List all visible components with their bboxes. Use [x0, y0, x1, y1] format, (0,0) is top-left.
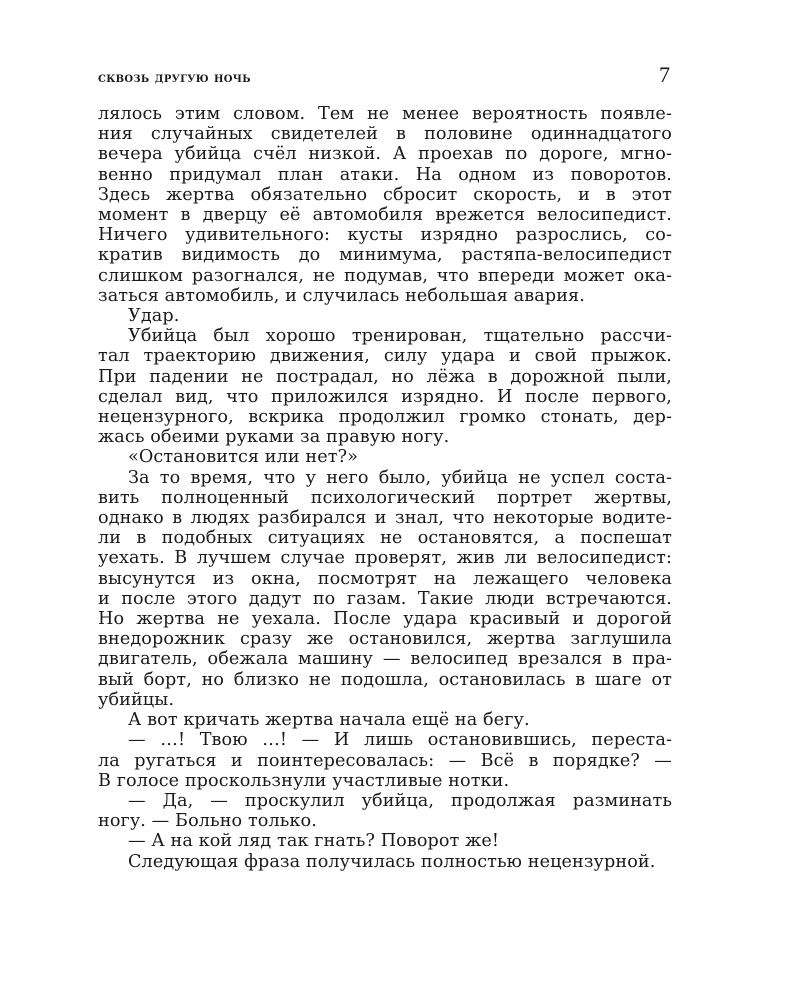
text-line: ла ругаться и поинтересовалась: — Всё в порядке? — — [98, 750, 672, 771]
text-line: вечера убийца счёл низкой. А проехав по дороге, мгно- — [98, 144, 672, 165]
text-line: Но жертва не уехала. После удара красивый и дорогой — [98, 609, 672, 630]
text-line: жась обеими руками за правую ногу. — [98, 427, 450, 448]
text-line: уехать. В лучшем случае проверят, жив ли велосипедист: — [98, 548, 672, 569]
text-line: ногу. — Больно только. — [98, 811, 317, 832]
text-line: ния случайных свидетелей в половине одиннадцатого — [98, 124, 672, 145]
text-line: и после этого дадут по газам. Такие люди встречаются. — [98, 588, 672, 609]
text-line: — …! Твою …! — И лишь остановившись, переста- — [128, 730, 672, 751]
page-number: 7 — [659, 62, 670, 87]
text-line: сделал вид, что приложился изрядно. И после первого, — [98, 386, 672, 407]
text-line: момент в дверцу её автомобиля врежется велосипедист. — [98, 205, 672, 226]
text-line: При падении не пострадал, но лёжа в дорожной пыли, — [98, 366, 672, 387]
text-line: А вот кричать жертва начала ещё на бегу. — [128, 710, 530, 731]
text-line: высунутся из окна, посмотрят на лежащего человека — [98, 568, 672, 589]
text-line: заться автомобиль, и случилась небольшая авария. — [98, 285, 585, 306]
text-line: За то время, что у него было, убийца не успел соста- — [128, 467, 672, 488]
text-line: «Остановится или нет?» — [128, 447, 358, 468]
text-line: слишком разогнался, не подумав, что впереди может ока- — [98, 265, 672, 286]
text-line: кратив видимость до минимума, растяпа-велосипедист — [98, 245, 672, 266]
text-line: внедорожник сразу же остановился, жертва заглушила — [98, 629, 672, 650]
body-text — [98, 104, 672, 872]
text-line: В голосе проскользнули участливые нотки. — [98, 770, 510, 791]
text-line: однако в людях разбирался и знал, что некоторые водите- — [98, 508, 672, 529]
text-line: вый борт, но близко не подошла, остановилась в шаге от — [98, 669, 672, 690]
text-line: — Да, — проскулил убийца, продолжая разминать — [128, 790, 672, 811]
text-line: тал траекторию движения, силу удара и свой прыжок. — [98, 346, 672, 367]
text-line: ли в подобных ситуациях не остановятся, а поспешат — [98, 528, 672, 549]
text-line: венно придумал план атаки. На одном из поворотов. — [98, 164, 672, 185]
text-line: Здесь жертва обязательно сбросит скорость, и в этот — [98, 184, 672, 205]
text-line: убийцы. — [98, 689, 175, 710]
running-header — [98, 62, 672, 96]
text-line: двигатель, обежала машину — велосипед врезался в пра- — [98, 649, 672, 670]
book-page — [98, 62, 672, 872]
text-line: Убийца был хорошо тренирован, тщательно рассчи- — [128, 326, 672, 347]
text-line: лялось этим словом. Тем не менее вероятность появле- — [98, 104, 672, 124]
text-line: вить полноценный психологический портрет жертвы, — [98, 487, 672, 508]
text-line: Удар. — [128, 306, 180, 327]
text-line: нецензурного, вскрика продолжил громко стонать, дер- — [98, 407, 672, 428]
text-line: — А на кой ляд так гнать? Поворот же! — [128, 831, 500, 852]
running-title: сквозь другую ночь — [98, 70, 251, 86]
text-line: Ничего удивительного: кусты изрядно разрослись, со- — [98, 225, 672, 246]
text-line: Следующая фраза получилась полностью нецензурной. — [128, 851, 656, 872]
